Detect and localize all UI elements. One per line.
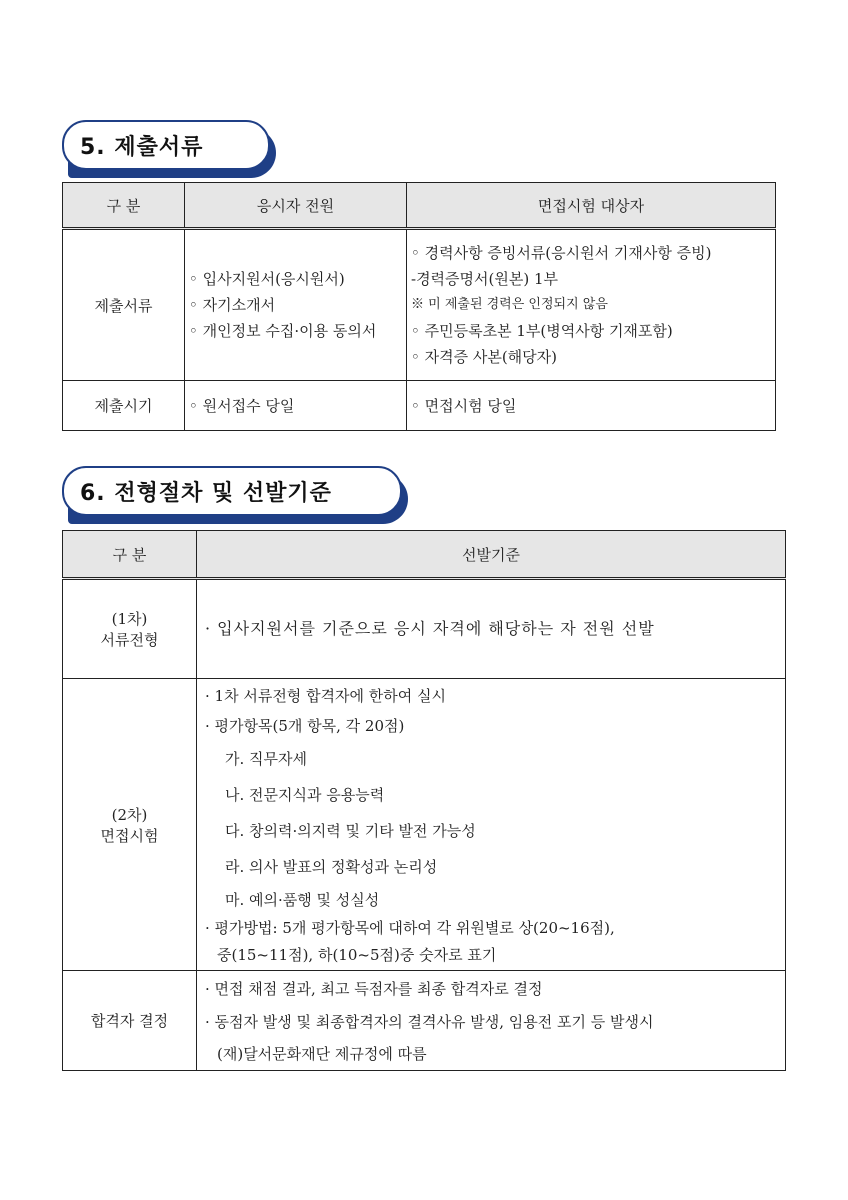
sub-item: 다. 창의력·의지력 및 기타 발전 가능성 xyxy=(225,821,476,840)
header-criteria: 선발기준 xyxy=(197,531,786,579)
section5-title: 5. 제출서류 xyxy=(62,120,270,170)
row-label xyxy=(63,679,197,971)
all-applicants-docs xyxy=(185,229,407,381)
table-row xyxy=(63,381,776,431)
criteria-cell xyxy=(197,679,786,971)
table-row xyxy=(63,971,786,1071)
selection-criteria-table xyxy=(62,530,786,1071)
section5-heading xyxy=(62,120,270,170)
sub-item: 라. 의사 발표의 정확성과 논리성 xyxy=(225,857,438,876)
row-label: 제출시기 xyxy=(63,381,185,431)
row-label-line: 면접시험 xyxy=(100,826,159,845)
header-category: 구 분 xyxy=(63,183,185,229)
row-label xyxy=(63,579,197,679)
header-category: 구 분 xyxy=(63,531,197,579)
list-item: · 1차 서류전형 합격자에 한하여 실시 xyxy=(205,686,447,705)
list-item: ◦ 경력사항 증빙서류(응시원서 기재사항 증빙) xyxy=(411,244,712,262)
list-item: ◦ 자격증 사본(해당자) xyxy=(411,348,558,366)
list-item: -경력증명서(원본) 1부 xyxy=(411,270,559,288)
sub-item: 마. 예의·품행 및 성실성 xyxy=(225,890,380,909)
header-all-applicants: 응시자 전원 xyxy=(185,183,407,229)
sub-item: 나. 전문지식과 응용능력 xyxy=(225,785,385,804)
table-row xyxy=(63,679,786,971)
section6-heading xyxy=(62,466,402,516)
list-item: · 동점자 발생 및 최종합격자의 결격사유 발생, 임용전 포기 등 발생시 xyxy=(205,1012,654,1031)
list-item-continuation: 중(15~11점), 하(10~5점)중 숫자로 표기 xyxy=(217,945,497,964)
row-label-line: (1차) xyxy=(111,610,148,628)
list-item: ◦ 입사지원서(응시원서) xyxy=(189,270,345,288)
table-row xyxy=(63,579,786,679)
list-item: ◦ 자기소개서 xyxy=(189,296,276,314)
list-item-continuation: (재)달서문화재단 제규정에 따름 xyxy=(217,1044,427,1063)
list-item: ◦ 개인정보 수집·이용 동의서 xyxy=(189,322,377,340)
interview-timing xyxy=(407,381,776,431)
criteria-cell xyxy=(197,579,786,679)
list-item: ◦ 원서접수 당일 xyxy=(189,396,295,415)
submission-documents-table xyxy=(62,182,776,431)
row-label: 합격자 결정 xyxy=(63,971,197,1071)
interview-docs xyxy=(407,229,776,381)
list-item: · 입사지원서를 기준으로 응시 자격에 해당하는 자 전원 선발 xyxy=(205,619,655,638)
row-label: 제출서류 xyxy=(63,229,185,381)
note-item: ※ 미 제출된 경력은 인정되지 않음 xyxy=(411,297,608,312)
all-applicants-timing xyxy=(185,381,407,431)
row-label-line: 서류전형 xyxy=(100,631,159,649)
table-header-row xyxy=(63,183,776,229)
list-item: · 면접 채점 결과, 최고 득점자를 최종 합격자로 결정 xyxy=(205,979,543,998)
section6-title: 6. 전형절차 및 선발기준 xyxy=(62,466,402,516)
sub-item: 가. 직무자세 xyxy=(225,749,307,768)
table-row xyxy=(63,229,776,381)
list-item: ◦ 면접시험 당일 xyxy=(411,396,517,415)
list-item: · 평가항목(5개 항목, 각 20점) xyxy=(205,716,405,735)
table-header-row xyxy=(63,531,786,579)
row-label-line: (2차) xyxy=(111,805,148,824)
header-interview-targets: 면접시험 대상자 xyxy=(407,183,776,229)
list-item: ◦ 주민등록초본 1부(병역사항 기재포함) xyxy=(411,322,673,340)
criteria-cell xyxy=(197,971,786,1071)
list-item: · 평가방법: 5개 평가항목에 대하여 각 위원별로 상(20~16점), xyxy=(205,918,615,937)
